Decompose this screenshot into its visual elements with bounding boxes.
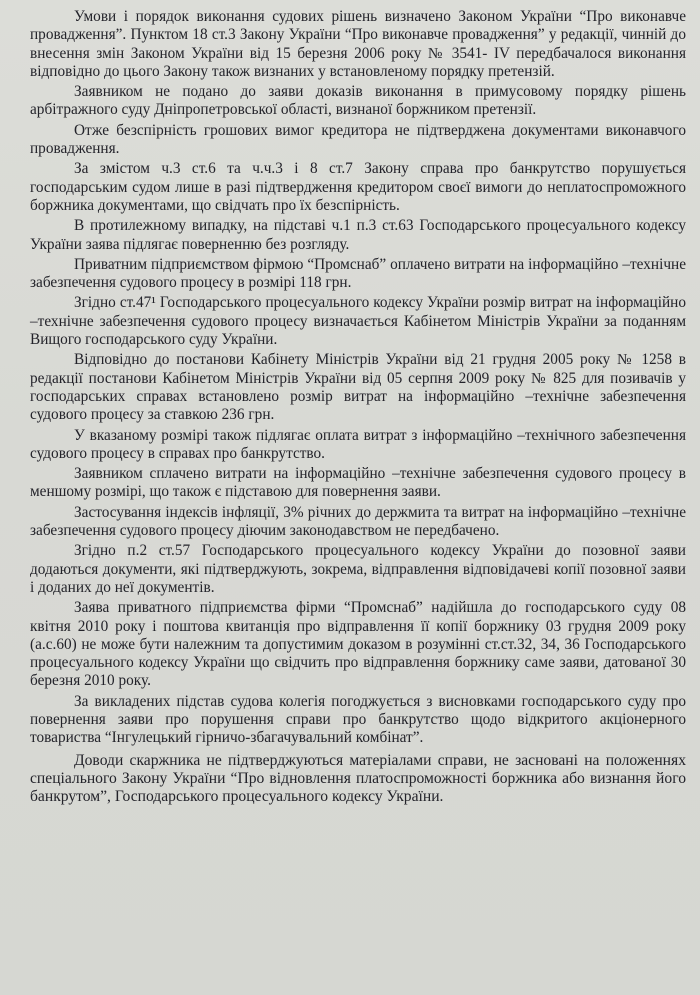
paragraph-4: За змістом ч.3 ст.6 та ч.ч.3 і 8 ст.7 Закону справа про банкрутство порушується господарським судом лише в разі підтвердження кредитором своєї вимоги до неплатоспроможного боржника документами, що свідчать про їх безспірність. [30,160,686,214]
paragraph-10: Заявником сплачено витрати на інформаційно –технічне забезпечення судового процесу в меншому розмірі, що також є підставою для повернення заяви. [30,465,686,501]
paragraph-6: Приватним підприємством фірмою “Промснаб” оплачено витрати на інформаційно –технічне забезпечення судового процесу в розмірі 118 грн. [30,255,686,292]
paragraph-5: В протилежному випадку, на підставі ч.1 п.3 ст.63 Господарського процесуального кодексу України заява підлягає поверненню без розгляду. [30,217,686,253]
paragraph-12: Згідно п.2 ст.57 Господарського процесуального кодексу України до позовної заяви додаються документи, які підтверджують, зокрема, відправлення відповідачеві копії позовної заяви і доданих до неї документів. [30,542,686,596]
paragraph-11: Застосування індексів інфляції, 3% річних до держмита та витрат на інформаційно –технічне забезпечення судового процесу діючим законодавством не передбачено. [30,503,686,540]
paragraph-1: Умови і порядок виконання судових рішень визначено Законом України “Про виконавче провадження”. Пунктом 18 ст.3 Закону України “Про виконавче провадження” у редакції, чинній до внесення змін Законом України від 15 березня 2006 року № 3541- IV передбачалося виконання відповідно до цього Закону також визнаних у встановленому порядку претензій. [30,8,686,80]
paragraph-7: Згідно ст.47¹ Господарського процесуального кодексу України розмір витрат на інформаційно –технічне забезпечення судового процесу визначається Кабінетом Міністрів України за поданням Вищого господарського суду України. [30,294,686,349]
paragraph-9: У вказаному розмірі також підлягає оплата витрат з інформаційно –технічного забезпечення судового процесу в справах про банкрутство. [30,426,686,462]
paragraph-13: Заява приватного підприємства фірми “Промснаб” надійшла до господарського суду 08 квітня 2010 року і поштова квитанція про відправлення її копії боржнику 03 грудня 2009 року (а.с.60) не може бути належним та допустимим доказом в розумінні ст.ст.32, 34, 36 Господарського процесуального кодексу України що свідчить про відправлення боржнику саме заяви, датованої 30 березня 2010 року. [30,599,686,690]
paragraph-3: Отже безспірність грошових вимог кредитора не підтверджена документами виконавчого провадження. [30,121,686,158]
paragraph-2: Заявником не подано до заяви доказів виконання в примусовому порядку рішень арбітражного суду Дніпропетровської області, визнаної боржником претензії. [30,83,686,119]
paragraph-14: За викладених підстав судова колегія погоджується з висновками господарського суду про повернення заяви про порушення справи про банкрутство щодо відкритого акціонерного товариства “Інгулецький гірничо-збагачувальний комбінат”. [30,692,686,747]
paragraph-15: Доводи скаржника не підтверджуються матеріалами справи, не засновані на положеннях спеціального Закону України “Про відновлення платоспроможності боржника або визнання його банкрутом”, Господарського процесуального кодексу України. [30,751,686,806]
paragraph-8: Відповідно до постанови Кабінету Міністрів України від 21 грудня 2005 року № 1258 в редакції постанови Кабінетом Міністрів України від 05 серпня 2009 року № 825 для позивачів у господарських справах встановлено розмір витрат на інформаційно –технічне забезпечення судового процесу за ставкою 236 грн. [30,351,686,424]
